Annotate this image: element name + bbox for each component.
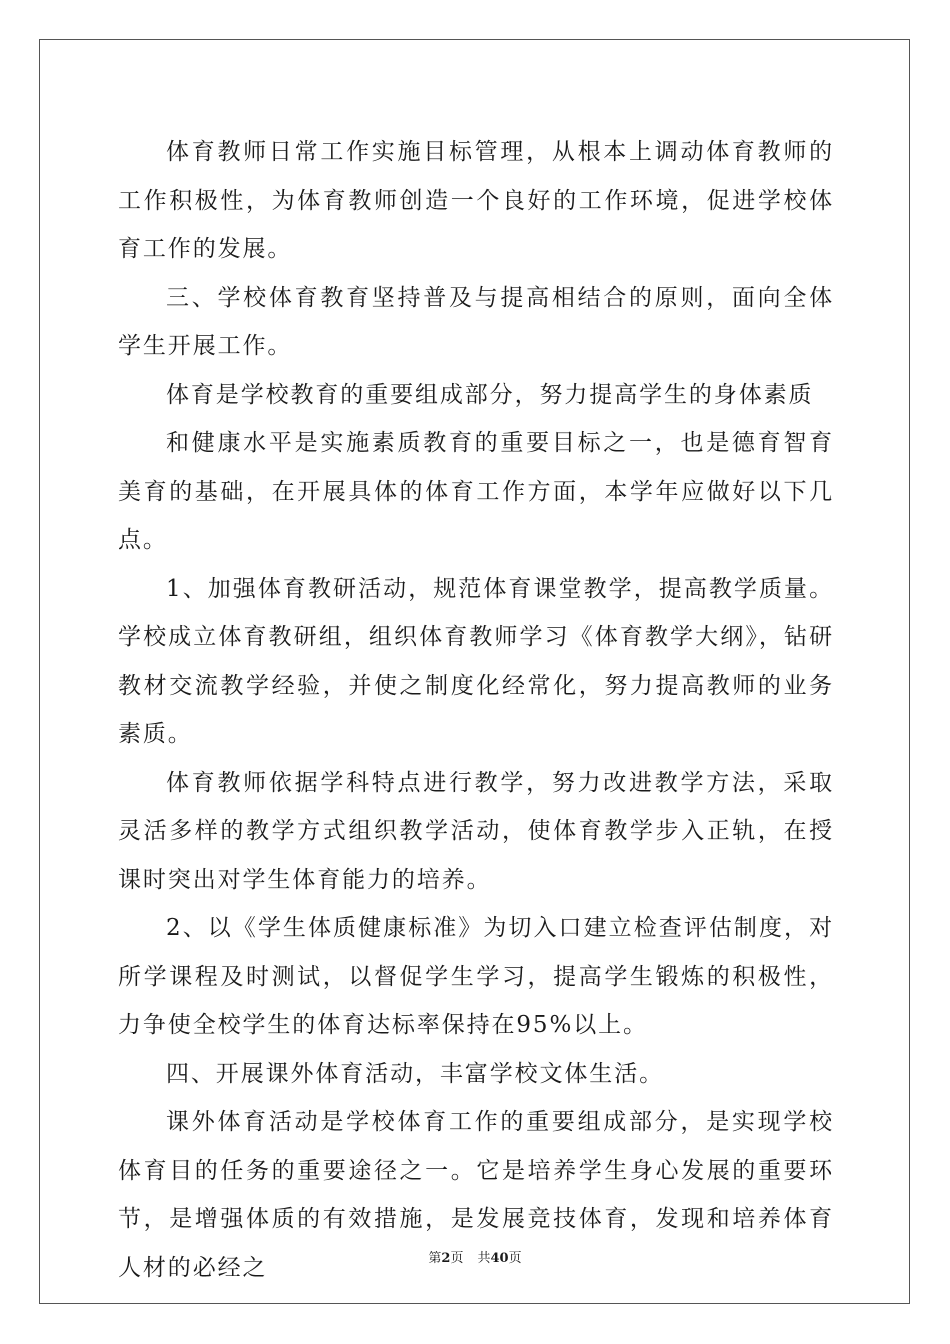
paragraph: 课外体育活动是学校体育工作的重要组成部分，是实现学校体育目的任务的重要途径之一。它是培养学生身心发展的重要环节，是增强体质的有效措施，是发展竞技体育，发现和培养体育人材的必经之 [118,1109,834,1281]
page-footer [0,1247,950,1266]
section-heading-four: 四、开展课外体育活动，丰富学校文体生活。 [166,1060,664,1087]
page-current: 2 [441,1251,451,1266]
paragraph: 体育教师依据学科特点进行教学，努力改进教学方法，采取灵活多样的教学方式组织教学活动，使体育教学步入正轨，在授课时突出对学生体育能力的培养。 [118,769,834,893]
section-heading-three: 三、学校体育教育坚持普及与提高相结合的原则，面向全体学生开展工作。 [118,284,834,359]
paragraph: 体育教师日常工作实施目标管理，从根本上调动体育教师的工作积极性，为体育教师创造一个良好的工作环境，促进学校体育工作的发展。 [118,139,834,262]
paragraph: 体育是学校教育的重要组成部分，努力提高学生的身体素质 [166,381,814,408]
list-item-2: 2、以《学生体质健康标准》为切入口建立检查评估制度，对所学课程及时测试，以督促学生学习，提高学生锻炼的积极性，力争使全校学生的体育达标率保持在95%以上。 [118,915,834,1038]
total-prefix: 共 [477,1251,491,1266]
page-total: 40 [490,1251,509,1266]
page-prefix: 第 [428,1251,442,1266]
list-item-1: 1、加强体育教研活动，规范体育课堂教学，提高教学质量。 学校成立体育教研组，组织体育教师学习《体育教学大纲》，钻研教材交流教学经验，并使之制度化经常化，努力提高教师的业务素质。 [118,575,834,747]
total-suffix: 页 [508,1251,522,1266]
paragraph: 和健康水平是实施素质教育的重要目标之一，也是德育智育美育的基础，在开展具体的体育工作方面，本学年应做好以下几点。 [118,430,834,553]
page-suffix: 页 [450,1251,464,1266]
document-body [118,128,834,1292]
